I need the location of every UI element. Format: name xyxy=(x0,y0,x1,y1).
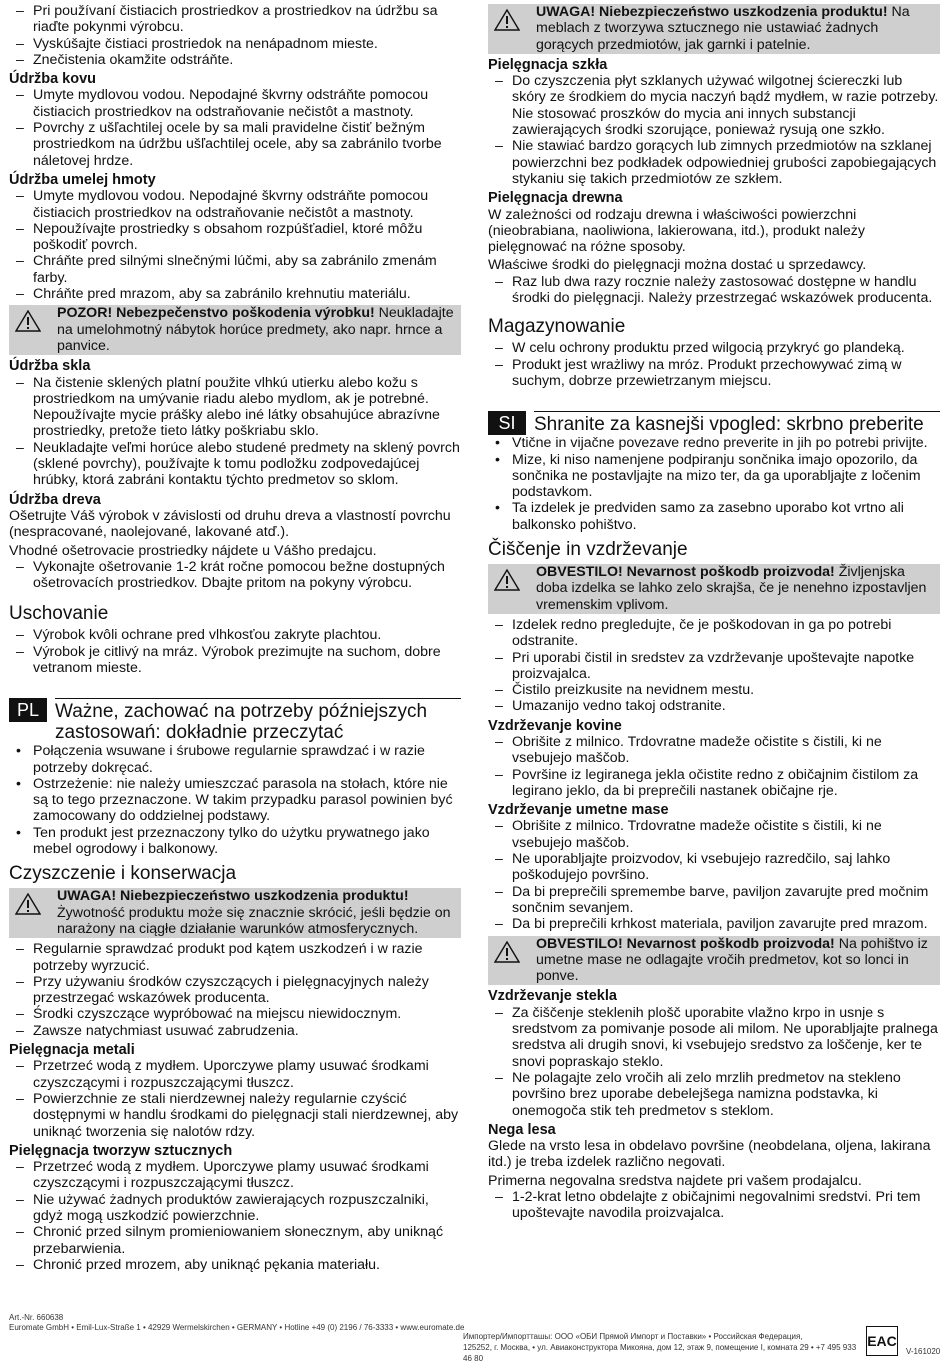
list-item: – Nepoužívajte prostriedky s obsahom rozpúšťadiel, ktoré môžu poškodiť povrch. xyxy=(9,221,461,254)
list-item: – Da bi preprečili krhkost materiala, paviljon zavarujte pred mrazom. xyxy=(488,916,940,932)
section-subtitle: Údržba umelej hmoty xyxy=(9,171,156,188)
list-item: • Połączenia wsuwane i śrubowe regularnie sprawdzać i w razie potrzeby dokręcać. xyxy=(9,743,461,776)
section-title: Uschovanie xyxy=(9,603,109,625)
list-item: – Środki czyszczące wypróbować na miejscu niewidocznym. xyxy=(9,1006,461,1022)
language-title: Ważne, zachować na potrzeby późniejszych zastosowań: dokładnie przeczytać xyxy=(55,698,461,743)
list-item: – Regularnie sprawdzać produkt pod kątem uszkodzeń i w razie potrzeby wyrzucić. xyxy=(9,941,461,974)
section-subtitle: Údržba dreva xyxy=(9,491,101,508)
language-code: SI xyxy=(488,411,526,435)
list-item: • Mize, ki niso namenjene podpiranju sončnika imajo opozorilo, da sončnika ne postavljajte na mizo ter, da ga uporabljajte z ločenim podstavkom. xyxy=(488,452,940,501)
list-item: • Vtične in vijačne povezave redno preverite in jih po potrebi privijte. xyxy=(488,435,940,451)
warning-heading: POZOR! Nebezpečenstvo poškodenia výrobku! xyxy=(57,305,375,322)
list-item: – Umyte mydlovou vodou. Nepodajné škvrny odstráňte pomocou čistiacich prostriedkov na odstraňovanie nečistôt a mastnoty. xyxy=(9,87,461,120)
list-item: – Znečistenia okamžite odstráňte. xyxy=(9,52,461,68)
paragraph: Glede na vrsto lesa in obdelavo površine (neobdelana, oljena, lakirana itd.) je treba izdelek različno negovati. xyxy=(488,1138,931,1171)
section-subtitle: Nega lesa xyxy=(488,1121,556,1138)
right-column xyxy=(488,0,940,1222)
language-header-si xyxy=(488,411,940,435)
list-item: – Chráňte pred silnými slnečnými lúčmi, aby sa zabránilo zmenám farby. xyxy=(9,253,461,286)
warning-triangle-icon xyxy=(15,893,41,915)
list-item: • Ostrzeżenie: nie należy umieszczać parasola na stołach, które nie są to tego przeznaczone. W takim przypadku parasol powinien być zamocowany do oddzielnej podstawy. xyxy=(9,776,461,825)
warning-box xyxy=(488,564,940,614)
list-item: – Površine iz legiranega jekla očistite redno z običajnim čistilom za legirano jeklo, da bi preprečili nastanek običajne rje. xyxy=(488,767,940,800)
section-title: Čiščenje in vzdrževanje xyxy=(488,539,688,561)
section-subtitle: Údržba skla xyxy=(9,358,91,375)
warning-text: Na pohištvo iz umetne mase ne odlagajte vročih predmetov, kot so lonci in ponve. xyxy=(536,935,928,985)
list-item: – Raz lub dwa razy rocznie należy zastosować dostępne w handlu środki do pielęgnacji. Należy przestrzegać wskazówek producenta. xyxy=(488,274,940,307)
paragraph: Właściwe środki do pielęgnacji można dostać u sprzedawcy. xyxy=(488,257,867,274)
version-code: V-161020 xyxy=(906,1347,941,1356)
list-item: – Przetrzeć wodą z mydłem. Uporczywe plamy usuwać środkami czyszczącymi i rozpuszczającymi tłuszcz. xyxy=(9,1058,461,1091)
warning-text: Življenjska doba izdelka se lahko zelo skrajša, če je nenehno izpostavljen vremenskim vplivom. xyxy=(536,564,927,613)
list-item: – Výrobok je citlivý na mráz. Výrobok prezimujte na suchom, dobre vetranom mieste. xyxy=(9,644,461,677)
paragraph: W zależności od rodzaju drewna i właściwości powierzchni (nieobrabiana, naoliwiona, lakierowana, itd.), produkt należy pielęgnować na różne sposoby. xyxy=(488,206,865,256)
warning-heading: UWAGA! Niebezpieczeństwo uszkodzenia produktu! xyxy=(536,4,888,20)
warning-text: Żywotność produktu może się znacznie skrócić, jeśli będzie on narażony na ciągłe działanie warunków atmosferycznych. xyxy=(57,904,451,937)
section-subtitle: Vzdrževanje umetne mase xyxy=(488,802,669,819)
list-item: – Nie używać żadnych produktów zawierających rozpuszczalniki, gdyż mogą uszkodzić powierzchnie. xyxy=(9,1192,461,1225)
list-item: – Przy używaniu środków czyszczących i pielęgnacyjnych należy przestrzegać wskazówek producenta. xyxy=(9,974,461,1007)
warning-box xyxy=(9,305,461,355)
language-header-pl xyxy=(9,698,461,743)
warning-box xyxy=(9,888,461,938)
list-item: – Vykonajte ošetrovanie 1-2 krát ročne pomocou bežne dostupných ošetrovacích prostriedkov. Dbajte pritom na pokyny výrobcu. xyxy=(9,559,461,592)
list-item: – Pri uporabi čistil in sredstev za vzdrževanje upoštevajte napotke proizvajalca. xyxy=(488,650,940,683)
language-code: PL xyxy=(9,698,47,722)
article-number: Art.-Nr. 660638 xyxy=(9,1313,64,1322)
list-item: – Za čiščenje steklenih plošč uporabite vlažno krpo in usnje s sredstvom za pomivanje posode ali milom. Ne uporabljajte pralnega sredstva ali drugih snovi, ki vsebujejo sredstvo za loščenje, ker te snovi popraskajo steklo. xyxy=(488,1005,940,1070)
list-item: – W celu ochrony produktu przed wilgocią przykryć go plandeką. xyxy=(488,340,940,356)
importer-line: Импортер/Импортташы: ООО «ОБИ Прямой Импорт и Поставки» • Российская Федерация, xyxy=(463,1332,803,1341)
warning-triangle-icon xyxy=(494,941,520,963)
warning-box xyxy=(488,936,940,986)
list-item: – Povrchy z ušľachtilej ocele by sa mali pravidelne čistiť bežným prostriedkom na údržbu ušľachtilej ocele, aby sa zabránilo tvorbe náletovej hrdze. xyxy=(9,120,461,169)
paragraph: Primerna negovalna sredstva najdete pri vašem prodajalcu. xyxy=(488,1172,862,1189)
list-item: – Umazanijo vedno takoj odstranite. xyxy=(488,698,940,714)
section-title: Magazynowanie xyxy=(488,316,626,338)
company-address: Euromate GmbH • Emil-Lux-Straße 1 • 42929 Wermelskirchen • GERMANY • Hotline +49 (0) 2196 / 76-3333 • www.euromate.de xyxy=(9,1323,465,1332)
warning-text: Neukladajte na umelohmotný nábytok horúce predmety, ako napr. hrnce a panvice. xyxy=(57,305,454,354)
paragraph: Vhodné ošetrovacie prostriedky nájdete u Vášho predajcu. xyxy=(9,542,377,559)
section-subtitle: Vzdrževanje kovine xyxy=(488,717,622,734)
list-item: – Chráňte pred mrazom, aby sa zabránilo krehnutiu materiálu. xyxy=(9,286,461,302)
list-item: – Produkt jest wrażliwy na mróz. Produkt przechowywać zimą w suchym, dobrze przewietrzanym miejscu. xyxy=(488,357,940,390)
list-item: • Ta izdelek je predviden samo za zasebno uporabo kot vrtno ali balkonsko pohištvo. xyxy=(488,500,940,533)
list-item: – Izdelek redno pregledujte, če je poškodovan in ga po potrebi odstranite. xyxy=(488,617,940,650)
list-item: – Nie stawiać bardzo gorących lub zimnych przedmiotów na szklanej powierzchni bez podkładek odpowiedniej grubości zapobiegających stykaniu się takich przedmiotów ze szkłem. xyxy=(488,138,940,187)
list-item: – Chronić przed silnym promieniowaniem słonecznym, aby uniknąć przebarwienia. xyxy=(9,1224,461,1257)
list-item: – Vyskúšajte čistiaci prostriedok na nenápadnom mieste. xyxy=(9,36,461,52)
list-item: – Pri používaní čistiacich prostriedkov a prostriedkov na údržbu sa riaďte pokynmi výrobcu. xyxy=(9,3,461,36)
section-subtitle: Pielęgnacja szkła xyxy=(488,56,608,73)
section-subtitle: Údržba kovu xyxy=(9,71,97,88)
importer-line: 125252, г. Москва, • ул. Авиаконструктора Микояна, дом 12, этаж 9, помещение I, комната 29 • +7 495 933 46 80 xyxy=(463,1343,857,1363)
list-item: – Neukladajte veľmi horúce alebo studené predmety na sklený povrch (sklené povrchy), používajte k tomu podložku zodpovedajúcej hrúbky, ktorá zabráni kontaktu týchto predmetov so sklom. xyxy=(9,440,461,489)
section-subtitle: Pielęgnacja tworzyw sztucznych xyxy=(9,1142,233,1159)
warning-triangle-icon xyxy=(494,9,520,31)
list-item: • Ten produkt jest przeznaczony tylko do użytku prywatnego jako mebel ogrodowy i balkonowy. xyxy=(9,825,461,858)
list-item: – Chronić przed mrozem, aby uniknąć pękania materiału. xyxy=(9,1257,461,1273)
list-item: – Na čistenie sklených platní použite vlhkú utierku alebo kožu s prostriedkom na umývanie riadu alebo mydlom, ak je potrebné. Nepoužívajte mycie prášky alebo iné látky obsahujúce abrazívne prostriedky, pretože tieto látky poškriabu sklo. xyxy=(9,375,461,440)
list-item: – Umyte mydlovou vodou. Nepodajné škvrny odstráňte pomocou čistiacich prostriedkov na odstraňovanie nečistôt a mastnoty. xyxy=(9,188,461,221)
list-item: – Obrišite z milnico. Trdovratne madeže očistite s čistili, ki ne vsebujejo maščob. xyxy=(488,818,940,851)
warning-text: Na meblach z tworzywa sztucznego nie ustawiać żadnych gorących przedmiotów, jak garnki i patelnie. xyxy=(536,4,910,53)
left-column xyxy=(9,0,461,1273)
section-subtitle: Vzdrževanje stekla xyxy=(488,988,617,1005)
warning-box xyxy=(488,4,940,54)
section-subtitle: Pielęgnacja metali xyxy=(9,1042,135,1059)
list-item: – 1-2-krat letno obdelajte z običajnimi negovalnimi sredstvi. Pri tem upoštevajte navodila proizvajalca. xyxy=(488,1189,940,1222)
list-item: – Ne uporabljajte proizvodov, ki vsebujejo razredčilo, saj lahko poškodujejo površino. xyxy=(488,851,940,884)
list-item: – Da bi preprečili spremembe barve, paviljon zavarujte pred močnim sončnim sevanjem. xyxy=(488,884,940,917)
list-item: – Zawsze natychmiast usuwać zabrudzenia. xyxy=(9,1023,461,1039)
list-item: – Do czyszczenia płyt szklanych używać wilgotnej ściereczki lub skóry ze środkiem do mycia naczyń bądź mydłem, w razie potrzeby. Nie stosować proszków do mycia ani innych substancji zawierających środki szorujące, ponieważ rysują one szkło. xyxy=(488,73,940,138)
eac-mark-icon: EAC xyxy=(866,1326,898,1356)
warning-heading: OBVESTILO! Nevarnost poškodb proizvoda! xyxy=(536,564,835,581)
footer-company xyxy=(9,1313,464,1333)
list-item: – Obrišite z milnico. Trdovratne madeže očistite s čistili, ki ne vsebujejo maščob. xyxy=(488,734,940,767)
list-item: – Przetrzeć wodą z mydłem. Uporczywe plamy usuwać środkami czyszczącymi i rozpuszczającymi tłuszcz. xyxy=(9,1159,461,1192)
paragraph: Ošetrujte Váš výrobok v závislosti od druhu dreva a vlastností povrchu (nespracované, naolejované, lakované atď.). xyxy=(9,507,451,541)
footer-importer xyxy=(463,1331,863,1364)
warning-heading: UWAGA! Niebezpieczeństwo uszkodzenia produktu! xyxy=(57,888,409,905)
section-subtitle: Pielęgnacja drewna xyxy=(488,190,623,207)
language-title: Shranite za kasnejši vpogled: skrbno preberite xyxy=(534,411,940,435)
section-title: Czyszczenie i konserwacja xyxy=(9,863,237,885)
warning-triangle-icon xyxy=(494,569,520,591)
list-item: – Čistilo preizkusite na nevidnem mestu. xyxy=(488,682,940,698)
list-item: – Ne polagajte zelo vročih ali zelo mrzlih predmetov na stekleno površino brez uporabe debelejšega namizna podstavka, ki onemogoča stik teh predmetov s steklom. xyxy=(488,1070,940,1119)
warning-triangle-icon xyxy=(15,310,41,332)
list-item: – Powierzchnie ze stali nierdzewnej należy regularnie czyścić dostępnymi w handlu środkami do pielęgnacji stali nierdzewnej, aby uniknąć tworzenia się nalotów rdzy. xyxy=(9,1091,461,1140)
warning-heading: OBVESTILO! Nevarnost poškodb proizvoda! xyxy=(536,935,835,952)
list-item: – Výrobok kvôli ochrane pred vlhkosťou zakryte plachtou. xyxy=(9,627,461,643)
